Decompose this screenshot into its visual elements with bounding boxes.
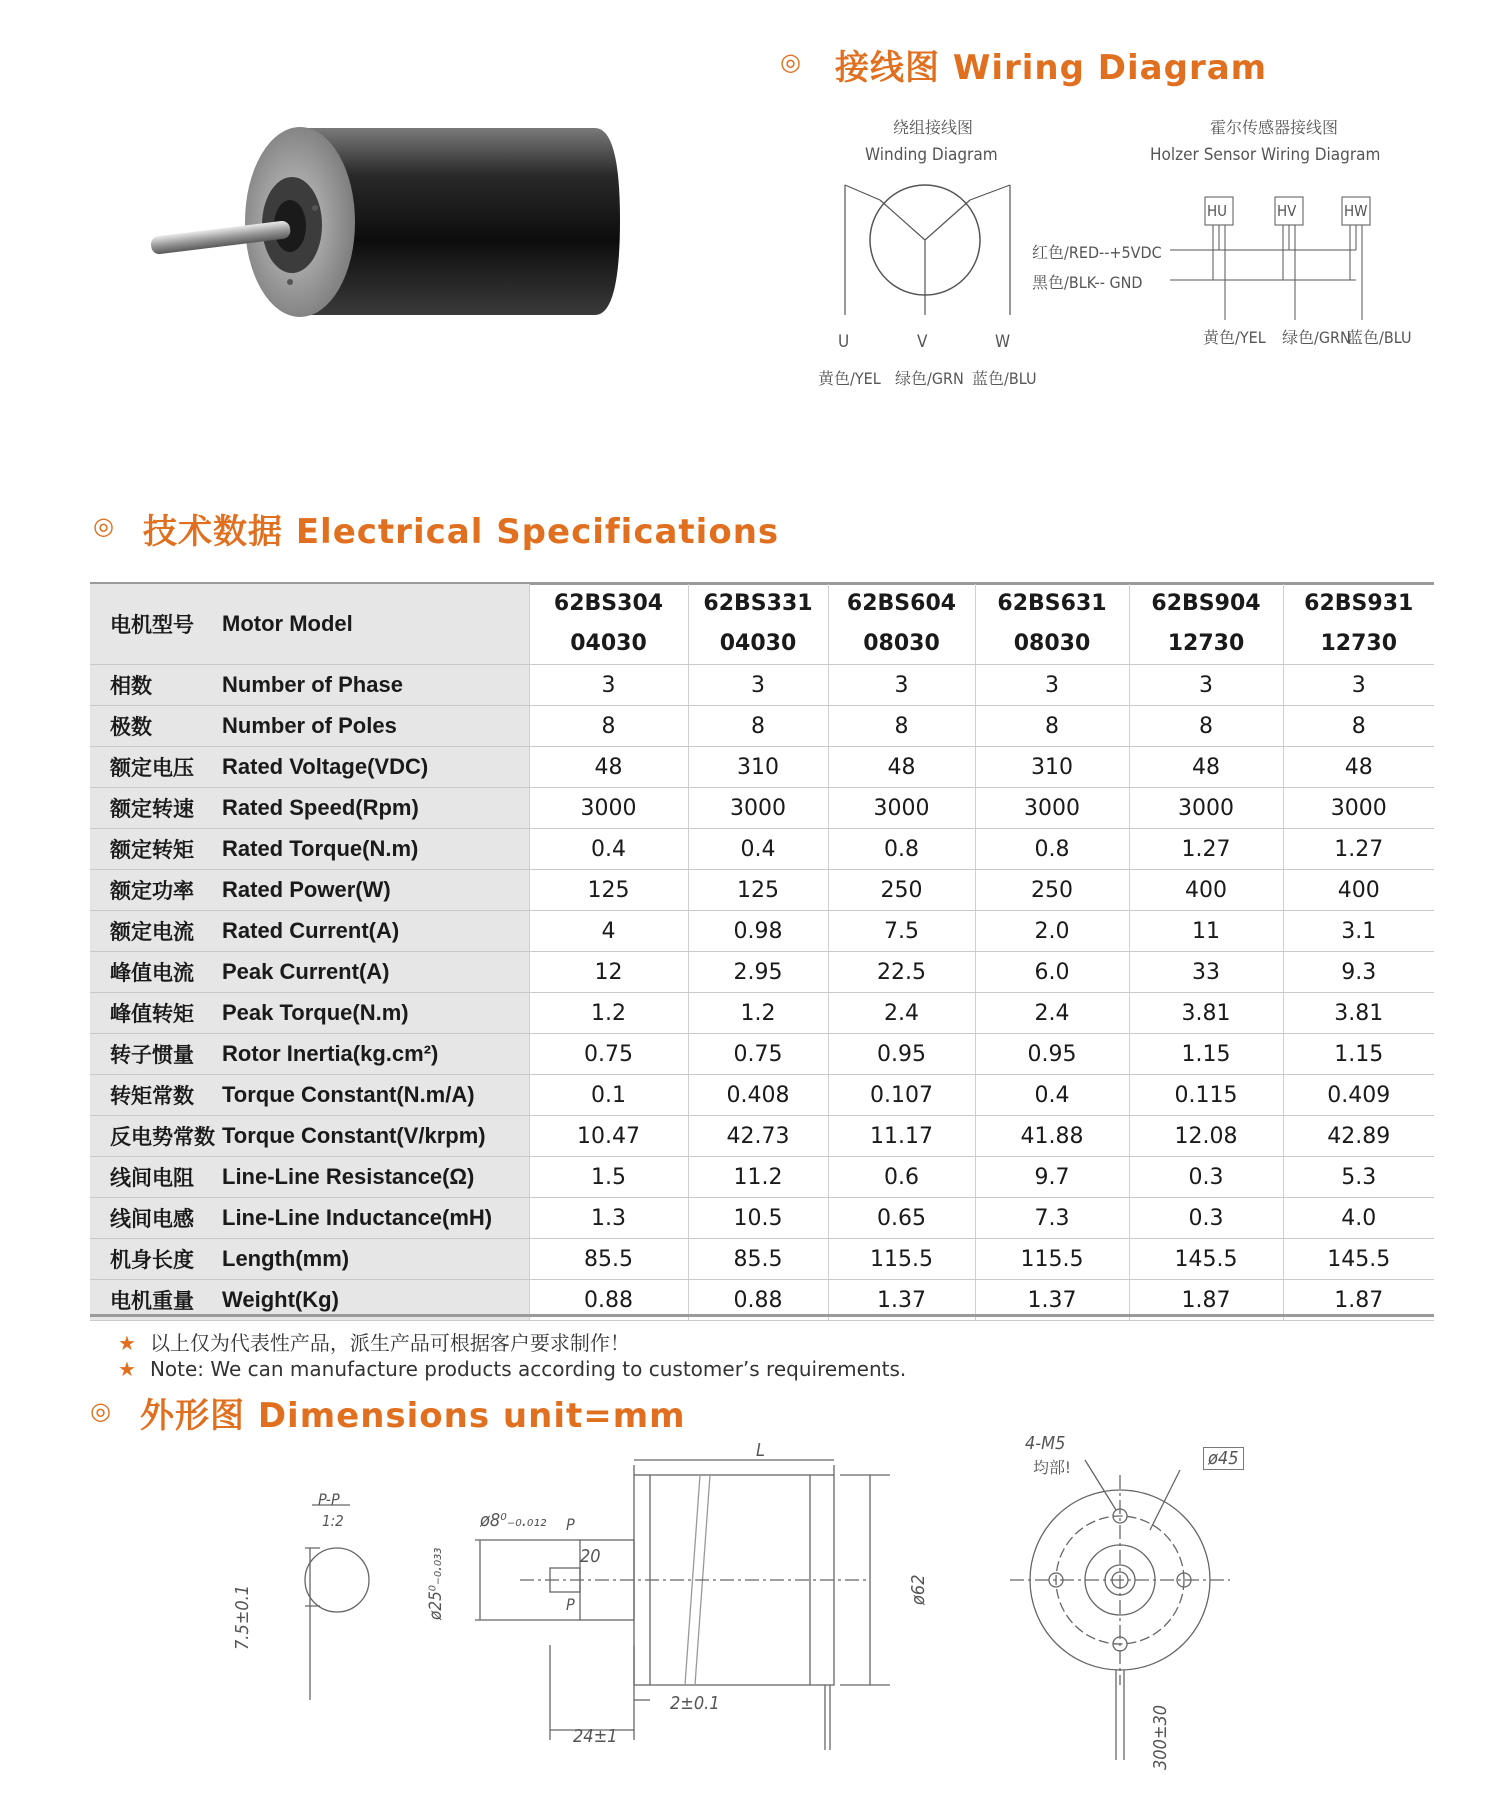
model-header <box>828 584 975 665</box>
table-header-row <box>90 584 1434 665</box>
phase-u: U <box>838 332 850 352</box>
row-label-en: Torque Constant(V/krpm) <box>218 1116 529 1157</box>
power-red-label: 红色/RED--+5VDC <box>1032 243 1162 262</box>
phase-v: V <box>917 332 928 352</box>
table-cell: 10.5 <box>688 1198 828 1239</box>
table-cell: 2.4 <box>828 993 975 1034</box>
table-row <box>90 952 1434 993</box>
dim-body-diameter: ø62 <box>908 1574 929 1605</box>
table-row <box>90 1157 1434 1198</box>
table-cell: 250 <box>828 870 975 911</box>
table-cell: 3000 <box>828 788 975 829</box>
table-bottom-rule <box>90 1314 1434 1317</box>
table-cell: 3000 <box>1283 788 1434 829</box>
dim-key-height: 7.5±0.1 <box>232 1584 253 1650</box>
wiring-title: 接线图 Wiring Diagram <box>835 48 1268 88</box>
dimension-drawings <box>250 1430 1290 1770</box>
table-cell: 0.88 <box>688 1280 828 1321</box>
table-cell: 1.5 <box>529 1157 688 1198</box>
table-cell: 0.8 <box>828 829 975 870</box>
row-label-cn: 线间电感 <box>90 1198 218 1239</box>
row-label-cn: 线间电阻 <box>90 1157 218 1198</box>
sensor-blu-label: 蓝色/BLU <box>1347 328 1412 347</box>
table-cell: 1.87 <box>1129 1280 1283 1321</box>
row-label-en: Number of Poles <box>218 706 529 747</box>
table-cell: 0.115 <box>1129 1075 1283 1116</box>
table-cell: 125 <box>529 870 688 911</box>
table-cell: 7.5 <box>828 911 975 952</box>
row-label-cn: 机身长度 <box>90 1239 218 1280</box>
table-cell: 0.3 <box>1129 1198 1283 1239</box>
model-name-line1: 62BS631 <box>997 591 1107 616</box>
table-cell: 1.2 <box>688 993 828 1034</box>
table-cell: 3 <box>529 665 688 706</box>
row-label-en: Weight(Kg) <box>218 1280 529 1321</box>
header-cn: 电机型号 <box>90 584 218 665</box>
table-row <box>90 665 1434 706</box>
section-bullet-icon: ◎ <box>90 1397 111 1425</box>
model-name-line1: 62BS331 <box>703 591 813 616</box>
sensor-hv: HV <box>1277 202 1297 220</box>
table-cell: 0.98 <box>688 911 828 952</box>
table-cell: 3000 <box>688 788 828 829</box>
hall-title-en: Holzer Sensor Wiring Diagram <box>1150 145 1381 165</box>
table-cell: 22.5 <box>828 952 975 993</box>
model-name-line1: 62BS904 <box>1151 591 1261 616</box>
row-label-cn: 反电势常数 <box>90 1116 218 1157</box>
model-name-line2: 04030 <box>570 631 647 656</box>
table-row <box>90 1239 1434 1280</box>
table-cell: 0.75 <box>529 1034 688 1075</box>
model-header <box>1129 584 1283 665</box>
table-cell: 48 <box>1283 747 1434 788</box>
dim-pp: P-P <box>318 1490 340 1509</box>
row-label-cn: 额定电流 <box>90 911 218 952</box>
table-row <box>90 1034 1434 1075</box>
winding-title-en: Winding Diagram <box>865 145 998 165</box>
table-cell: 48 <box>1129 747 1283 788</box>
note-en <box>118 1357 906 1381</box>
table-cell: 1.3 <box>529 1198 688 1239</box>
row-label-en: Torque Constant(N.m/A) <box>218 1075 529 1116</box>
model-header <box>529 584 688 665</box>
table-cell: 145.5 <box>1129 1239 1283 1280</box>
phase-w: W <box>995 332 1011 352</box>
table-cell: 250 <box>975 870 1129 911</box>
dim-shaft-diameter: ø8⁰₋₀.₀₁₂ <box>480 1510 547 1531</box>
table-cell: 2.4 <box>975 993 1129 1034</box>
table-cell: 9.3 <box>1283 952 1434 993</box>
table-cell: 0.408 <box>688 1075 828 1116</box>
row-label-en: Peak Current(A) <box>218 952 529 993</box>
dim-boss-diameter: ø25⁰₋₀.₀₃₃ <box>426 1547 446 1620</box>
table-cell: 3.81 <box>1129 993 1283 1034</box>
row-label-cn: 转子惯量 <box>90 1034 218 1075</box>
table-cell: 8 <box>975 706 1129 747</box>
table-cell: 1.27 <box>1129 829 1283 870</box>
table-cell: 3000 <box>529 788 688 829</box>
sensor-grn-label: 绿色/GRN <box>1282 328 1351 347</box>
table-cell: 0.1 <box>529 1075 688 1116</box>
table-cell: 85.5 <box>688 1239 828 1280</box>
power-blk-label: 黑色/BLK-- GND <box>1032 273 1143 292</box>
table-cell: 0.88 <box>529 1280 688 1321</box>
header-en: Motor Model <box>218 584 529 665</box>
phase-w-color: 蓝色/BLU <box>972 369 1037 388</box>
table-cell: 85.5 <box>529 1239 688 1280</box>
table-cell: 6.0 <box>975 952 1129 993</box>
table-row <box>90 747 1434 788</box>
model-header <box>975 584 1129 665</box>
table-cell: 1.2 <box>529 993 688 1034</box>
model-name-line2: 12730 <box>1320 631 1398 656</box>
row-label-cn: 额定转矩 <box>90 829 218 870</box>
model-name-line2: 08030 <box>1013 631 1091 656</box>
row-label-cn: 转矩常数 <box>90 1075 218 1116</box>
dim-shaft-length: 24±1 <box>573 1726 618 1747</box>
row-label-cn: 峰值电流 <box>90 952 218 993</box>
specs-title: 技术数据 Electrical Specifications <box>143 512 780 552</box>
star-icon: ★ <box>118 1357 136 1381</box>
model-name-line1: 62BS304 <box>553 591 664 616</box>
table-cell: 48 <box>828 747 975 788</box>
table-cell: 1.15 <box>1283 1034 1434 1075</box>
dim-holes: 4-M5 <box>1025 1433 1066 1454</box>
table-cell: 4.0 <box>1283 1198 1434 1239</box>
table-cell: 8 <box>1129 706 1283 747</box>
spec-table <box>90 584 1434 1321</box>
row-label-en: Rated Current(A) <box>218 911 529 952</box>
table-cell: 115.5 <box>828 1239 975 1280</box>
table-cell: 3000 <box>975 788 1129 829</box>
row-label-en: Line-Line Inductance(mH) <box>218 1198 529 1239</box>
model-name-line2: 12730 <box>1167 631 1245 656</box>
table-row <box>90 706 1434 747</box>
row-label-en: Line-Line Resistance(Ω) <box>218 1157 529 1198</box>
table-cell: 0.6 <box>828 1157 975 1198</box>
table-cell: 0.4 <box>688 829 828 870</box>
motor-photo <box>150 110 630 350</box>
row-label-cn: 电机重量 <box>90 1280 218 1321</box>
table-cell: 4 <box>529 911 688 952</box>
row-label-en: Rotor Inertia(kg.cm²) <box>218 1034 529 1075</box>
table-cell: 0.3 <box>1129 1157 1283 1198</box>
dim-p-bottom: P <box>566 1595 575 1614</box>
table-cell: 3.81 <box>1283 993 1434 1034</box>
table-cell: 0.95 <box>828 1034 975 1075</box>
table-cell: 125 <box>688 870 828 911</box>
table-cell: 3 <box>1283 665 1434 706</box>
table-cell: 310 <box>975 747 1129 788</box>
table-cell: 0.4 <box>529 829 688 870</box>
dim-length-l: L <box>756 1440 766 1461</box>
model-name-line1: 62BS604 <box>846 591 957 616</box>
table-cell: 33 <box>1129 952 1283 993</box>
table-cell: 115.5 <box>975 1239 1129 1280</box>
note-cn-text: 以上仅为代表性产品，派生产品可根据客户要求制作！ <box>149 1331 630 1355</box>
table-cell: 8 <box>828 706 975 747</box>
table-row <box>90 829 1434 870</box>
table-cell: 400 <box>1129 870 1283 911</box>
table-cell: 3000 <box>1129 788 1283 829</box>
dim-length-20: 20 <box>580 1546 601 1567</box>
row-label-en: Number of Phase <box>218 665 529 706</box>
dim-pcd: ø45 <box>1203 1447 1244 1470</box>
model-name-line2: 04030 <box>719 631 797 656</box>
hall-title-cn: 霍尔传感器接线图 <box>1210 118 1339 137</box>
table-cell: 1.27 <box>1283 829 1434 870</box>
note-en-text: Note: We can manufacture products according to customer’s requirements. <box>149 1357 907 1381</box>
dim-p-top: P <box>566 1515 575 1534</box>
model-name-line2: 08030 <box>863 631 940 656</box>
row-label-cn: 额定转速 <box>90 788 218 829</box>
sensor-hu: HU <box>1207 202 1228 220</box>
row-label-cn: 额定功率 <box>90 870 218 911</box>
model-name-line1: 62BS931 <box>1304 591 1414 616</box>
table-row <box>90 911 1434 952</box>
table-cell: 8 <box>1283 706 1434 747</box>
phase-u-color: 黄色/YEL <box>818 369 881 388</box>
table-cell: 1.15 <box>1129 1034 1283 1075</box>
table-cell: 11 <box>1129 911 1283 952</box>
table-cell: 0.75 <box>688 1034 828 1075</box>
row-label-cn: 峰值转矩 <box>90 993 218 1034</box>
table-cell: 2.0 <box>975 911 1129 952</box>
table-cell: 145.5 <box>1283 1239 1434 1280</box>
table-cell: 0.107 <box>828 1075 975 1116</box>
table-cell: 1.87 <box>1283 1280 1434 1321</box>
table-cell: 42.89 <box>1283 1116 1434 1157</box>
row-label-cn: 额定电压 <box>90 747 218 788</box>
row-label-cn: 极数 <box>90 706 218 747</box>
table-cell: 3 <box>1129 665 1283 706</box>
table-cell: 3.1 <box>1283 911 1434 952</box>
row-label-en: Rated Speed(Rpm) <box>218 788 529 829</box>
table-cell: 0.4 <box>975 1075 1129 1116</box>
table-cell: 9.7 <box>975 1157 1129 1198</box>
section-bullet-icon: ◎ <box>93 512 114 540</box>
model-header <box>688 584 828 665</box>
row-label-en: Rated Power(W) <box>218 870 529 911</box>
row-label-en: Length(mm) <box>218 1239 529 1280</box>
table-cell: 2.95 <box>688 952 828 993</box>
star-icon: ★ <box>118 1331 136 1355</box>
model-header <box>1283 584 1434 665</box>
winding-diagram <box>840 175 1020 325</box>
table-row <box>90 1198 1434 1239</box>
sensor-yel-label: 黄色/YEL <box>1203 328 1266 347</box>
table-cell: 12 <box>529 952 688 993</box>
table-cell: 42.73 <box>688 1116 828 1157</box>
phase-v-color: 绿色/GRN <box>895 369 964 388</box>
winding-title-cn: 绕组接线图 <box>893 118 974 137</box>
table-row <box>90 1075 1434 1116</box>
table-cell: 0.409 <box>1283 1075 1434 1116</box>
table-cell: 0.95 <box>975 1034 1129 1075</box>
table-cell: 0.65 <box>828 1198 975 1239</box>
row-label-en: Rated Torque(N.m) <box>218 829 529 870</box>
table-cell: 1.37 <box>828 1280 975 1321</box>
row-label-en: Peak Torque(N.m) <box>218 993 529 1034</box>
dim-flange: 2±0.1 <box>670 1693 720 1714</box>
table-cell: 0.8 <box>975 829 1129 870</box>
table-cell: 3 <box>828 665 975 706</box>
table-cell: 310 <box>688 747 828 788</box>
table-cell: 12.08 <box>1129 1116 1283 1157</box>
table-cell: 48 <box>529 747 688 788</box>
note-cn <box>118 1327 630 1356</box>
table-cell: 1.37 <box>975 1280 1129 1321</box>
table-cell: 5.3 <box>1283 1157 1434 1198</box>
table-cell: 8 <box>529 706 688 747</box>
table-row <box>90 788 1434 829</box>
table-row <box>90 870 1434 911</box>
dim-lead-length: 300±30 <box>1150 1704 1171 1770</box>
table-cell: 11.17 <box>828 1116 975 1157</box>
table-cell: 10.47 <box>529 1116 688 1157</box>
dim-holes-note: 均部! <box>1033 1458 1071 1477</box>
table-cell: 41.88 <box>975 1116 1129 1157</box>
table-cell: 3 <box>975 665 1129 706</box>
dim-scale: 1:2 <box>322 1512 344 1530</box>
dimensions-title: 外形图 Dimensions unit=mm <box>140 1396 686 1436</box>
table-cell: 400 <box>1283 870 1434 911</box>
table-cell: 8 <box>688 706 828 747</box>
row-label-cn: 相数 <box>90 665 218 706</box>
table-row <box>90 993 1434 1034</box>
row-label-en: Rated Voltage(VDC) <box>218 747 529 788</box>
table-cell: 3 <box>688 665 828 706</box>
table-cell: 11.2 <box>688 1157 828 1198</box>
section-bullet-icon: ◎ <box>780 48 801 76</box>
table-cell: 7.3 <box>975 1198 1129 1239</box>
table-row <box>90 1116 1434 1157</box>
sensor-hw: HW <box>1344 202 1368 220</box>
